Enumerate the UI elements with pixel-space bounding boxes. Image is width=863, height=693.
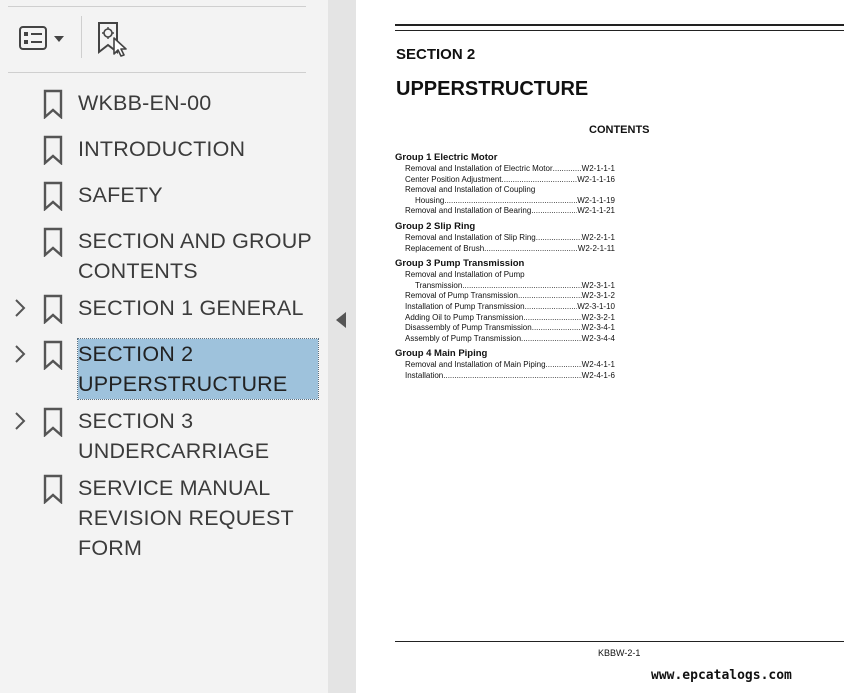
bookmark-icon bbox=[42, 294, 64, 324]
bookmark-label: SECTION 1 GENERAL bbox=[78, 296, 304, 320]
toc-leader-dots bbox=[532, 323, 582, 334]
bookmark-item[interactable] bbox=[0, 180, 328, 210]
watermark: www.epcatalogs.com bbox=[651, 668, 792, 683]
toc-entry-text: Center Position Adjustment bbox=[405, 174, 502, 184]
toc-leader-dots bbox=[484, 244, 578, 255]
toc-leader-dots bbox=[546, 360, 582, 371]
toc-entry-page: W2-2-1-11 bbox=[577, 243, 615, 253]
chevron-down-icon bbox=[54, 36, 64, 42]
toc-entry bbox=[395, 313, 615, 324]
toc-entry-page: W2-3-4-4 bbox=[581, 333, 615, 343]
toc-entry-page: W2-4-1-6 bbox=[581, 370, 615, 380]
toc-entry-text: Removal and Installation of Slip Ring bbox=[405, 232, 536, 242]
toc-leader-dots bbox=[553, 164, 582, 175]
bookmark-options-button[interactable] bbox=[14, 22, 70, 56]
toc-entry bbox=[395, 196, 615, 207]
toc-leader-dots bbox=[525, 302, 578, 313]
bookmark-icon bbox=[42, 135, 64, 165]
collapse-panel-icon[interactable] bbox=[336, 312, 346, 328]
toc-entry-text: Removal and Installation of Bearing bbox=[405, 206, 532, 216]
bookmark-icon bbox=[42, 181, 64, 211]
toc-entry-text: Adding Oil to Pump Transmission bbox=[405, 312, 524, 322]
section-title: UPPERSTRUCTURE bbox=[396, 78, 589, 100]
toc-entry-page: W2-3-1-1 bbox=[581, 280, 615, 290]
toc-entry-text: Removal and Installation of Electric Motor bbox=[405, 164, 553, 173]
bookmark-icon bbox=[42, 340, 64, 370]
toc-leader-dots bbox=[462, 281, 581, 292]
toc-entry-text: Removal and Installation of Coupling bbox=[405, 185, 536, 195]
bookmark-item[interactable] bbox=[0, 134, 328, 164]
toc-entry-text: Assembly of Pump Transmission bbox=[405, 333, 522, 343]
bookmark-item[interactable] bbox=[0, 473, 328, 563]
bookmark-label: SECTION 2 UPPERSTRUCTURE bbox=[78, 339, 318, 399]
bookmark-item[interactable] bbox=[0, 406, 328, 466]
toc-entry bbox=[395, 291, 615, 302]
find-current-bookmark-button[interactable] bbox=[94, 20, 130, 58]
toc-entry bbox=[395, 164, 615, 175]
top-rule bbox=[395, 24, 844, 31]
bookmark-label: SAFETY bbox=[78, 183, 163, 207]
chevron-right-icon[interactable] bbox=[13, 344, 27, 364]
bookmark-icon bbox=[42, 227, 64, 257]
toc-leader-dots bbox=[443, 371, 581, 382]
toc-entry bbox=[395, 323, 615, 334]
toolbar-bottom-divider bbox=[8, 72, 306, 73]
bottom-rule bbox=[395, 641, 844, 642]
chevron-right-icon[interactable] bbox=[13, 411, 27, 431]
chevron-right-icon[interactable] bbox=[13, 298, 27, 318]
bookmark-options-icon bbox=[14, 22, 70, 56]
bookmark-item[interactable] bbox=[0, 226, 328, 286]
toc-leader-dots bbox=[521, 334, 582, 345]
toc-entry-page: W2-3-1-2 bbox=[581, 291, 615, 301]
toc-entry-page: W2-2-1-1 bbox=[581, 232, 615, 242]
toc-entry-page: W2-3-4-1 bbox=[581, 323, 615, 333]
toc-entry-page: W2-3-1-10 bbox=[577, 301, 615, 311]
toc-entry bbox=[395, 233, 615, 244]
toc-entry-page: W2-1-1-16 bbox=[577, 174, 615, 184]
toc-entry-page: W2-3-2-1 bbox=[581, 312, 615, 322]
toc-entry-text: Installation bbox=[405, 370, 444, 380]
bookmark-label: SERVICE MANUAL REVISION REQUEST FORM bbox=[78, 476, 294, 560]
toc-entry bbox=[395, 270, 615, 281]
toc-entry bbox=[395, 185, 615, 196]
toc-group-title: Group 3 Pump Transmission bbox=[395, 258, 525, 270]
toc-leader-dots bbox=[518, 291, 582, 302]
toc-leader-dots bbox=[536, 233, 582, 244]
bookmark-item[interactable] bbox=[0, 339, 328, 399]
bookmark-item[interactable] bbox=[0, 88, 328, 118]
toc-group-title: Group 2 Slip Ring bbox=[395, 220, 476, 232]
toc-entry-page: W2-1-1-19 bbox=[577, 195, 615, 205]
toc-entry bbox=[395, 334, 615, 345]
toc-entry-text: Removal of Pump Transmission bbox=[405, 291, 518, 301]
bookmark-icon bbox=[42, 474, 64, 504]
bookmark-label: WKBB-EN-00 bbox=[78, 91, 212, 115]
toc-entry bbox=[395, 302, 615, 313]
toc-group-title: Group 4 Main Piping bbox=[395, 348, 488, 360]
panel-splitter[interactable] bbox=[328, 0, 356, 693]
bookmark-icon bbox=[42, 89, 64, 119]
toc-entry-page: W2-1-1-21 bbox=[577, 206, 615, 216]
toc-leader-dots bbox=[444, 196, 577, 207]
toc-entry-text: Disassembly of Pump Transmission bbox=[405, 323, 532, 333]
find-current-bookmark-icon bbox=[94, 20, 130, 58]
toc-entry-text: Housing bbox=[415, 195, 445, 205]
toc-leader-dots bbox=[502, 175, 578, 186]
toolbar-separator bbox=[81, 16, 82, 58]
toc-entry bbox=[395, 371, 615, 382]
toolbar-top-divider bbox=[8, 6, 306, 7]
toc-entry bbox=[395, 244, 615, 255]
section-number: SECTION 2 bbox=[396, 46, 476, 63]
toc-entry bbox=[395, 281, 615, 292]
toc-entry bbox=[395, 360, 615, 371]
toc-entry bbox=[395, 206, 615, 217]
toc-group-title: Group 1 Electric Motor bbox=[395, 152, 498, 163]
contents-heading: CONTENTS bbox=[589, 124, 650, 136]
pdf-page bbox=[356, 0, 863, 693]
toc-entry-text: Removal and Installation of Main Piping bbox=[405, 360, 546, 370]
toc-entry-page: W2-4-1-1 bbox=[581, 360, 615, 370]
toc-entry-text: Replacement of Brush bbox=[405, 243, 485, 253]
page-footer-code: KBBW-2-1 bbox=[598, 648, 641, 658]
toc-entry bbox=[395, 175, 615, 186]
toc-entry-text: Transmission bbox=[415, 280, 463, 290]
bookmark-icon bbox=[42, 407, 64, 437]
bookmarks-panel bbox=[0, 0, 328, 693]
bookmark-label: INTRODUCTION bbox=[78, 137, 246, 161]
toc-entry-page: W2-1-1-1 bbox=[581, 164, 615, 173]
table-of-contents bbox=[395, 148, 615, 382]
bookmark-label: SECTION AND GROUP CONTENTS bbox=[78, 229, 312, 283]
toc-entry-text: Removal and Installation of Pump bbox=[405, 270, 525, 280]
bookmark-label: SECTION 3 UNDERCARRIAGE bbox=[78, 409, 270, 463]
toc-leader-dots bbox=[531, 206, 577, 217]
bookmark-item[interactable] bbox=[0, 293, 328, 323]
toc-leader-dots bbox=[523, 313, 581, 324]
toc-entry-text: Installation of Pump Transmission bbox=[405, 301, 525, 311]
